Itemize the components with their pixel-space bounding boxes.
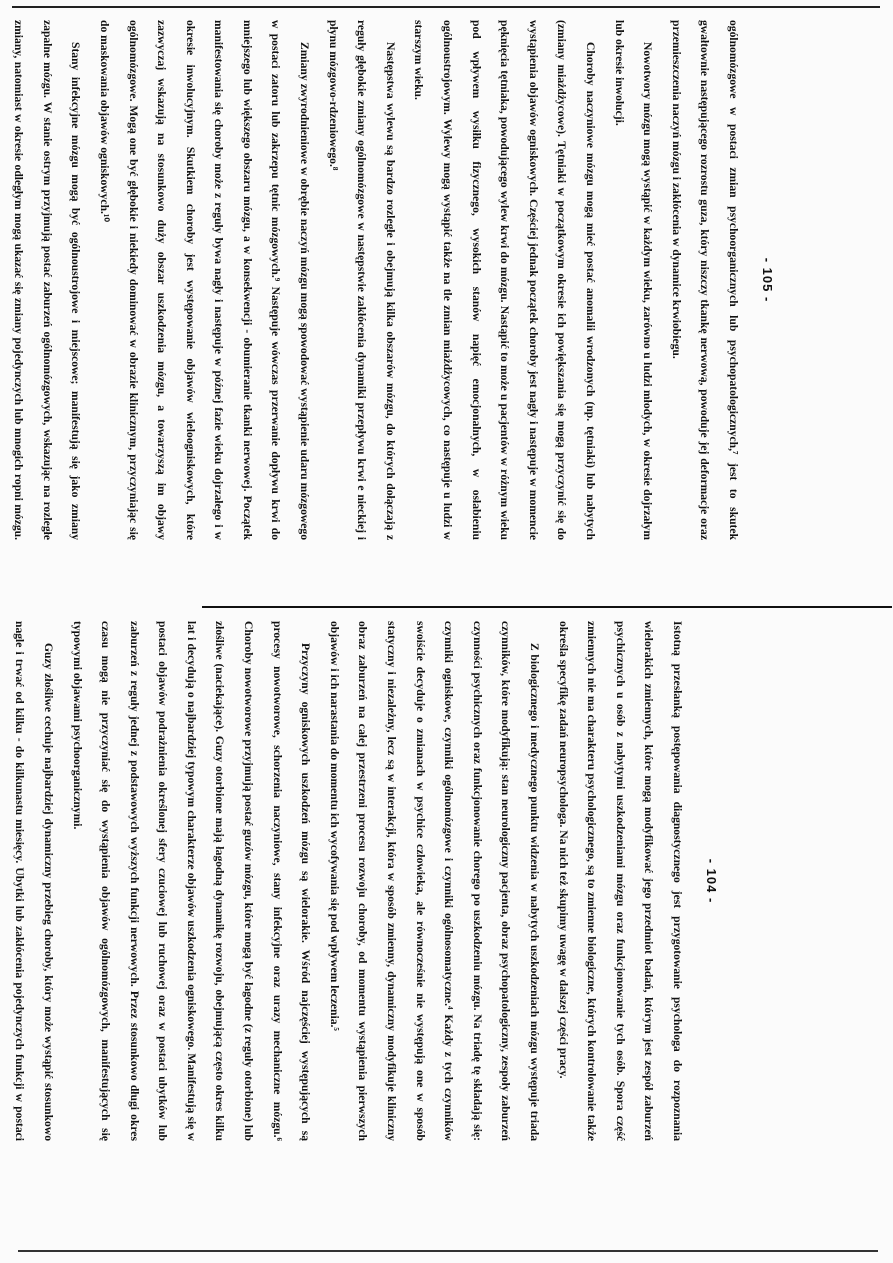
- paragraph: ogólnomózgowe w postaci zmian psychoorganicznych lub psychopatologicznych,⁷ jest to skutek gwałtownie następującego rozrostu guza, który niszczy tkankę nerwową, powoduje jej deformacje oraz przemieszczenia naczyń mózgu i zakłócenia w dynamice krwiobiegu.: [669, 20, 740, 540]
- page-105: [12, 20, 775, 540]
- page-number: - 104 -: [704, 858, 719, 904]
- paragraph: Zmiany zwyrodnieniowe w obrębie naczyń mózgu mogą spowodować wystąpienie udaru mózgowego w postaci zatoru lub zakrzepu tętnic mózgowych.⁹ Następuje wówczas przerwanie dopływu krwi do mniejszego lub większego obszaru mózgu, a w konsekwencji - obumieranie tkanki nerwowej. Początek manifestowania się choroby może z reguły bywa nagły i następuje w późnej fazie wieku dojrzałego i w okresie inwolucyjnym. Skutkiem choroby jest występowanie objawów wieloogniskowych, które zazwyczaj wskazują na stosunkowo duży obszar uszkodzenia mózgu, a towarzyszą im objawy ogólnomózgowe. Mogą one być głębokie i niekiedy dominować w obrazie klinicznym, przyczyniając się do maskowania objawów ogniskowych.¹⁰: [97, 20, 312, 540]
- paragraph: Istotną przesłanką postępowania diagnostycznego jest przygotowanie psychologa do rozpoznania wielorakich zmiennych, które mogą modyfikować jego przedmiot badań, którym jest zespół zaburzeń psychicznych u osób z nabytymi uszkodzeniami mózgu oraz funkcjonowanie tych osób. Spora część zmiennych nie ma charakteru psychologicznego, są to zmienne biologiczne, których kontrolowanie także określa specyfikę zadań neuropsychologa. Na nich też skupimy uwagę w dalszej części pracy.: [556, 621, 684, 1141]
- paragraph: Przyczyny ogniskowych uszkodzeń mózgu są wielorakie. Wśród najczęściej występujących są procesy nowotworowe, schorzenia naczyniowe, stany infekcyjne oraz urazy mechaniczne mózgu.⁶ Choroby nowotworowe przyjmują postać guzów mózgu, które mogą być łagodne (z reguły otorbione) lub złośliwe (naciekające). Guzy otorbione mają łagodną dynamikę rozwoju, obejmującą często okres kilku lat i decydują o najbardziej typowym charakterze objawów uszkodzenia ogniskowego. Manifestują się w postaci objawów podrażnienia określonej sfery czuciowej lub ruchowej oraz w postaci ubytków lub zaburzeń z reguły jednej z podstawowych wyższych funkcji nerwowych. Przez stosunkowo długi okres czasu mogą nie przyczyniać się do wystąpienia objawów ogólnomózgowych, manifestujących się typowymi objawami psychoorganicznymi.: [70, 621, 313, 1141]
- scan-bottom-edge: [18, 1250, 878, 1252]
- paragraph: Choroby naczyniowe mózgu mogą mieć postać anomalii wrodzonych (np. tętniaki) lub nabytych (zmiany miażdżycowe). Tętniaki w początkowym okresie ich powiększania się mogą przyczynić się do wystąpienia objawów ogniskowych. Częściej jednak początek choroby jest nagły i następuje w momencie pęknięcia tętniaka, powodującego wylew krwi do mózgu. Nastąpić to może u pacjentów w różnym wieku pod wpływem wysiłku fizycznego, wysokich stanów napięć emocjonalnych, w osłabieniu ogólnoustrojowym. Wylewy mogą wystąpić także na tle zmian miażdżycowych, co następuje u ludzi w starszym wieku.: [412, 20, 598, 540]
- scan-top-edge: [12, 6, 880, 8]
- page-number: - 105 -: [760, 257, 775, 303]
- paragraph: Stany infekcyjne mózgu mogą być ogólnoustrojowe i miejscowe; manifestują się jako zmiany zapalne mózgu. W stanie ostrym przyjmują postać zaburzeń ogólnomózgowych, wskazując na rozległe zmiany, natomiast w okresie odległym mogą ukazać się zmiany pojedynczych lub mnogich ropni mózgu.: [12, 20, 83, 540]
- paragraph: Następstwa wylewu są bardzo rozległe i obejmują kilka obszarów mózgu, do których dołączają z reguły głębokie zmiany ogólnomózgowe w następstwie zakłócenia dynamiki przepływu krwi e nieckiej i płynu mózgowo-rdzeniowego.⁸: [326, 20, 397, 540]
- paragraph: Z biologicznego i medycznego punktu widzenia w nabytych uszkodzeniach mózgu występuje triada czynników, które modyfikują: stan neurologiczny pacjenta, obraz psychopatologiczny, zespoły zaburzeń czynności psychicznych oraz funkcjonowanie chorego po uszkodzeniu mózgu. Na triadę tę składają się: czynniki ogniskowe, czynniki ogólnomózgowe i czynniki ogólnosomatyczne.⁴ Każdy z tych czynników swoiście decyduje o zmianach w psychice człowieka, ale równocześnie nie występują one w sposób statyczny i niezależny, lecz są w interakcji, która w sposób zmienny, dynamiczny modyfikuje kliniczny obraz zaburzeń na całej przestrzeni procesu rozwoju choroby, od momentu wystąpienia pierwszych objawów i ich narastania do momentu ich wycofywania się pod wpływem leczenia.⁵: [327, 621, 542, 1141]
- page-text: [0, 20, 747, 540]
- page-104: [13, 621, 719, 1141]
- paragraph: Nowotwory mózgu mogą wystąpić w każdym wieku, zarówno u ludzi młodych, w okresie dojrzałym lub okresie inwolucji.: [612, 20, 655, 540]
- page-text: [0, 621, 691, 1141]
- page-gutter-line: [202, 606, 892, 608]
- paragraph: Guzy złośliwe cechuje najbardziej dynamiczny przebieg choroby, który może wystąpić stosunkowo nagle i trwać od kilku - do kilkunastu miesięcy. Ubytki lub zakłócenia pojedynczych funkcji w postaci: [13, 621, 55, 1141]
